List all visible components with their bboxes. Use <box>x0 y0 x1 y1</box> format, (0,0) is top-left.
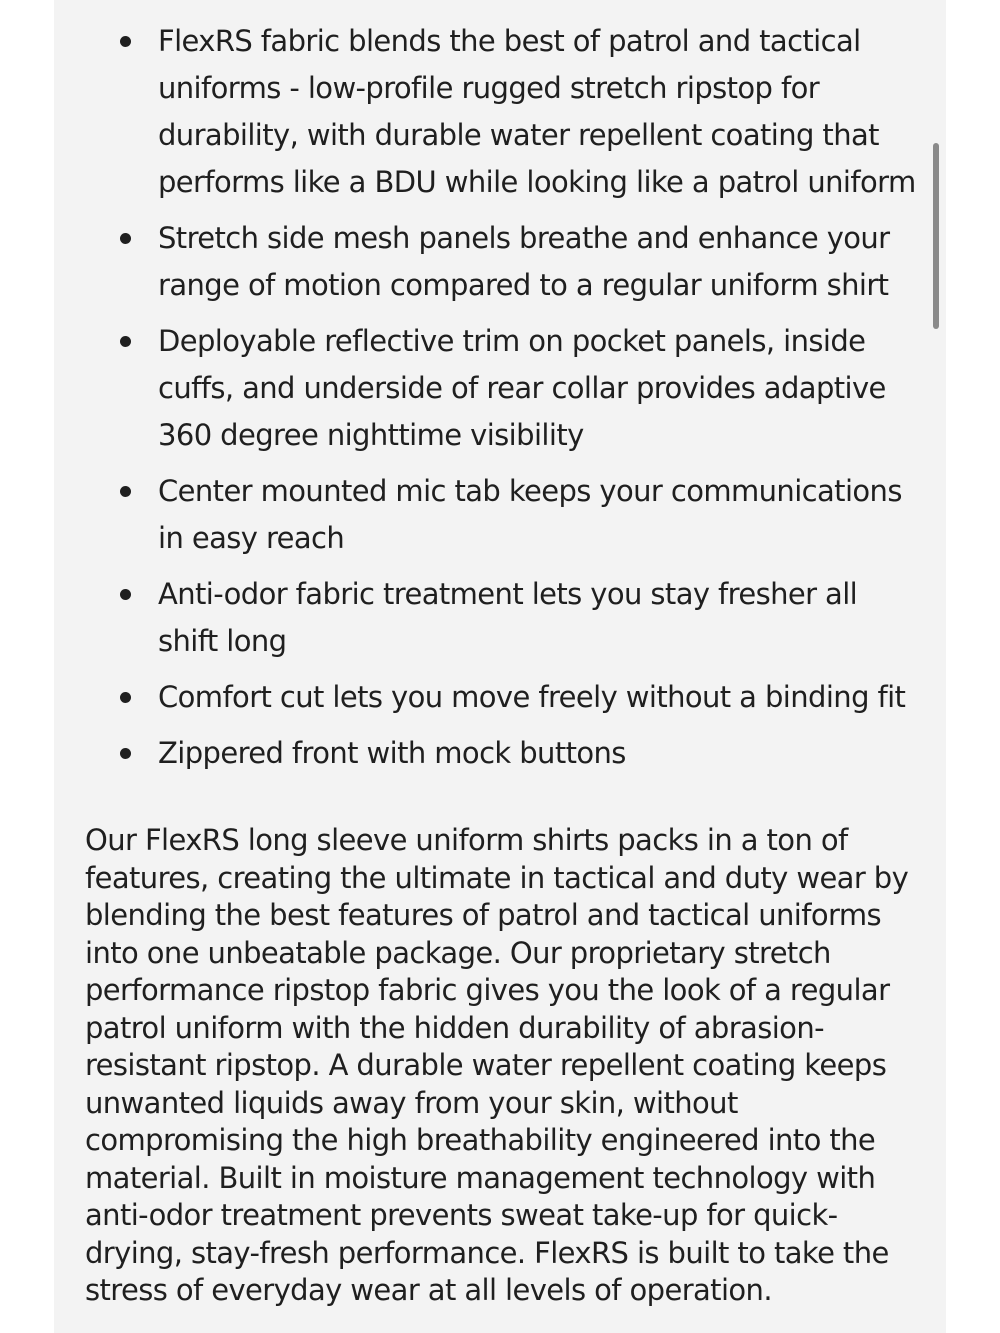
product-description-panel[interactable] <box>54 0 946 1333</box>
bullet-icon <box>120 748 131 759</box>
feature-text: Comfort cut lets you move freely without a binding fit <box>158 680 906 714</box>
feature-text: FlexRS fabric blends the best of patrol and tactical uniforms - low-profile rugged stretch ripstop for durability, with durable water repellent coating that performs like a BDU while looking like a patrol uniform <box>158 24 916 199</box>
feature-text: Center mounted mic tab keeps your communications in easy reach <box>158 474 902 555</box>
bullet-icon <box>120 36 131 47</box>
list-item <box>54 215 946 309</box>
list-item <box>54 730 946 777</box>
scrollbar-thumb[interactable] <box>933 143 939 329</box>
list-item <box>54 571 946 665</box>
list-item <box>54 18 946 206</box>
bullet-icon <box>120 589 131 600</box>
list-item <box>54 468 946 562</box>
bullet-icon <box>120 692 131 703</box>
feature-text: Deployable reflective trim on pocket panels, inside cuffs, and underside of rear collar provides adaptive 360 degree nighttime visibility <box>158 324 886 452</box>
product-description-text: Our FlexRS long sleeve uniform shirts packs in a ton of features, creating the ultimate in tactical and duty wear by blending the best features of patrol and tactical uniforms into one unbeatable package. Our proprietary stretch performance ripstop fabric gives you the look of a regular patrol uniform with the hidden durability of abrasion-resistant ripstop. A durable water repellent coating keeps unwanted liquids away from your skin, without compromising the high breathability engineered into the material. Built in moisture management technology with anti-odor treatment prevents sweat take-up for quick-drying, stay-fresh performance. FlexRS is built to take the stress of everyday wear at all levels of operation. <box>85 823 909 1307</box>
feature-text: Anti-odor fabric treatment lets you stay fresher all shift long <box>158 577 858 658</box>
feature-text: Stretch side mesh panels breathe and enhance your range of motion compared to a regular uniform shirt <box>158 221 890 302</box>
bullet-icon <box>120 336 131 347</box>
list-item <box>54 318 946 459</box>
feature-text: Zippered front with mock buttons <box>158 736 626 770</box>
bullet-icon <box>120 486 131 497</box>
list-item <box>54 674 946 721</box>
bullet-icon <box>120 233 131 244</box>
features-list <box>54 18 946 786</box>
